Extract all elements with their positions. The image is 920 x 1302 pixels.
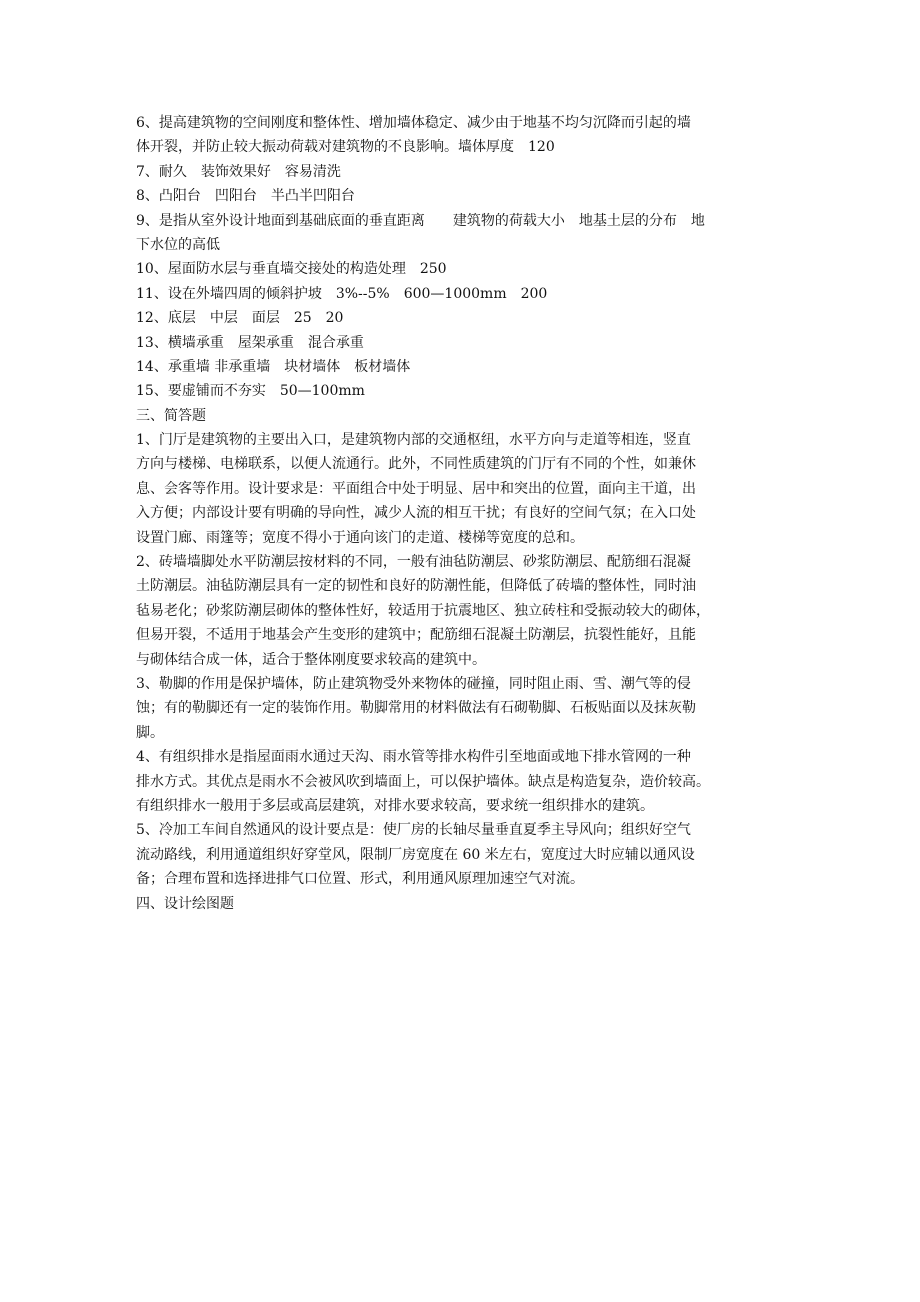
section-heading: 四、设计绘图题: [136, 895, 234, 912]
text-line: 13、横墙承重 屋架承重 混合承重: [136, 334, 364, 351]
text-line: 排水方式。其优点是雨水不会被风吹到墙面上，可以保护墙体。缺点是构造复杂，造价较高。: [136, 773, 710, 790]
text-line: 4、有组织排水是指屋面雨水通过天沟、雨水管等排水构件引至地面或地下排水管网的一种: [136, 749, 691, 766]
text-line: 设置门廊、雨篷等；宽度不得小于通向该门的走道、楼梯等宽度的总和。: [136, 529, 584, 546]
text-line: 流动路线，利用通道组织好穿堂风，限制厂房宽度在 60 米左右，宽度过大时应辅以通风设: [136, 846, 695, 863]
text-line: 15、要虚铺而不夯实 50—100mm: [136, 383, 365, 400]
text-line: 14、承重墙 非承重墙 块材墙体 板材墙体: [136, 358, 411, 375]
text-line: 8、凸阳台 凹阳台 半凸半凹阳台: [136, 188, 355, 205]
text-line: 9、是指从室外设计地面到基础底面的垂直距离 建筑物的荷载大小 地基土层的分布 地: [136, 212, 705, 229]
text-line: 10、屋面防水层与垂直墙交接处的构造处理 250: [136, 261, 447, 278]
text-line: 土防潮层。油毡防潮层具有一定的韧性和良好的防潮性能，但降低了砖墙的整体性，同时油: [136, 578, 696, 595]
text-line: 但易开裂，不适用于地基会产生变形的建筑中；配筋细石混凝土防潮层，抗裂性能好，且能: [136, 627, 696, 644]
text-line: 蚀；有的勒脚还有一定的装饰作用。勒脚常用的材料做法有石砌勒脚、石板贴面以及抹灰勒: [136, 700, 696, 717]
text-line: 3、勒脚的作用是保护墙体，防止建筑物受外来物体的碰撞，同时阻止雨、雪、潮气等的侵: [136, 675, 691, 692]
text-line: 毡易老化；砂浆防潮层砌体的整体性好，较适用于抗震地区、独立砖柱和受振动较大的砌体，: [136, 602, 710, 619]
text-line: 与砌体结合成一体，适合于整体刚度要求较高的建筑中。: [136, 651, 486, 668]
text-line: 12、底层 中层 面层 25 20: [136, 310, 344, 327]
text-line: 11、设在外墙四周的倾斜护坡 3%--5% 600—1000mm 200: [136, 285, 548, 302]
text-line: 方向与楼梯、电梯联系，以便人流通行。此外，不同性质建筑的门厅有不同的个性，如兼休: [136, 456, 696, 473]
text-line: 入方便；内部设计要有明确的导向性，减少人流的相互干扰；有良好的空间气氛；在入口处: [136, 505, 696, 522]
text-line: 体开裂，并防止较大振动荷载对建筑物的不良影响。墙体厚度 120: [136, 139, 555, 156]
text-line: 脚。: [136, 724, 164, 741]
text-line: 1、门厅是建筑物的主要出入口，是建筑物内部的交通枢纽，水平方向与走道等相连，竖直: [136, 432, 691, 449]
section-heading: 三、简答题: [136, 407, 206, 424]
text-line: 备；合理布置和选择进排气口位置、形式，利用通风原理加速空气对流。: [136, 871, 584, 888]
text-line: 下水位的高低: [136, 236, 220, 253]
text-line: 6、提高建筑物的空间刚度和整体性、增加墙体稳定、减少由于地基不均匀沉降而引起的墙: [136, 115, 691, 131]
text-line: 7、耐久 装饰效果好 容易清洗: [136, 163, 341, 180]
text-line: 2、砖墙墙脚处水平防潮层按材料的不同，一般有油毡防潮层、砂浆防潮层、配筋细石混凝: [136, 554, 691, 571]
text-line: 5、冷加工车间自然通风的设计要点是：使厂房的长轴尽量垂直夏季主导风向；组织好空气: [136, 822, 691, 839]
text-line: 有组织排水一般用于多层或高层建筑，对排水要求较高，要求统一组织排水的建筑。: [136, 797, 654, 814]
document-body: [136, 111, 796, 916]
text-line: 息、会客等作用。设计要求是：平面组合中处于明显、居中和突出的位置，面向主干道，出: [136, 480, 696, 497]
